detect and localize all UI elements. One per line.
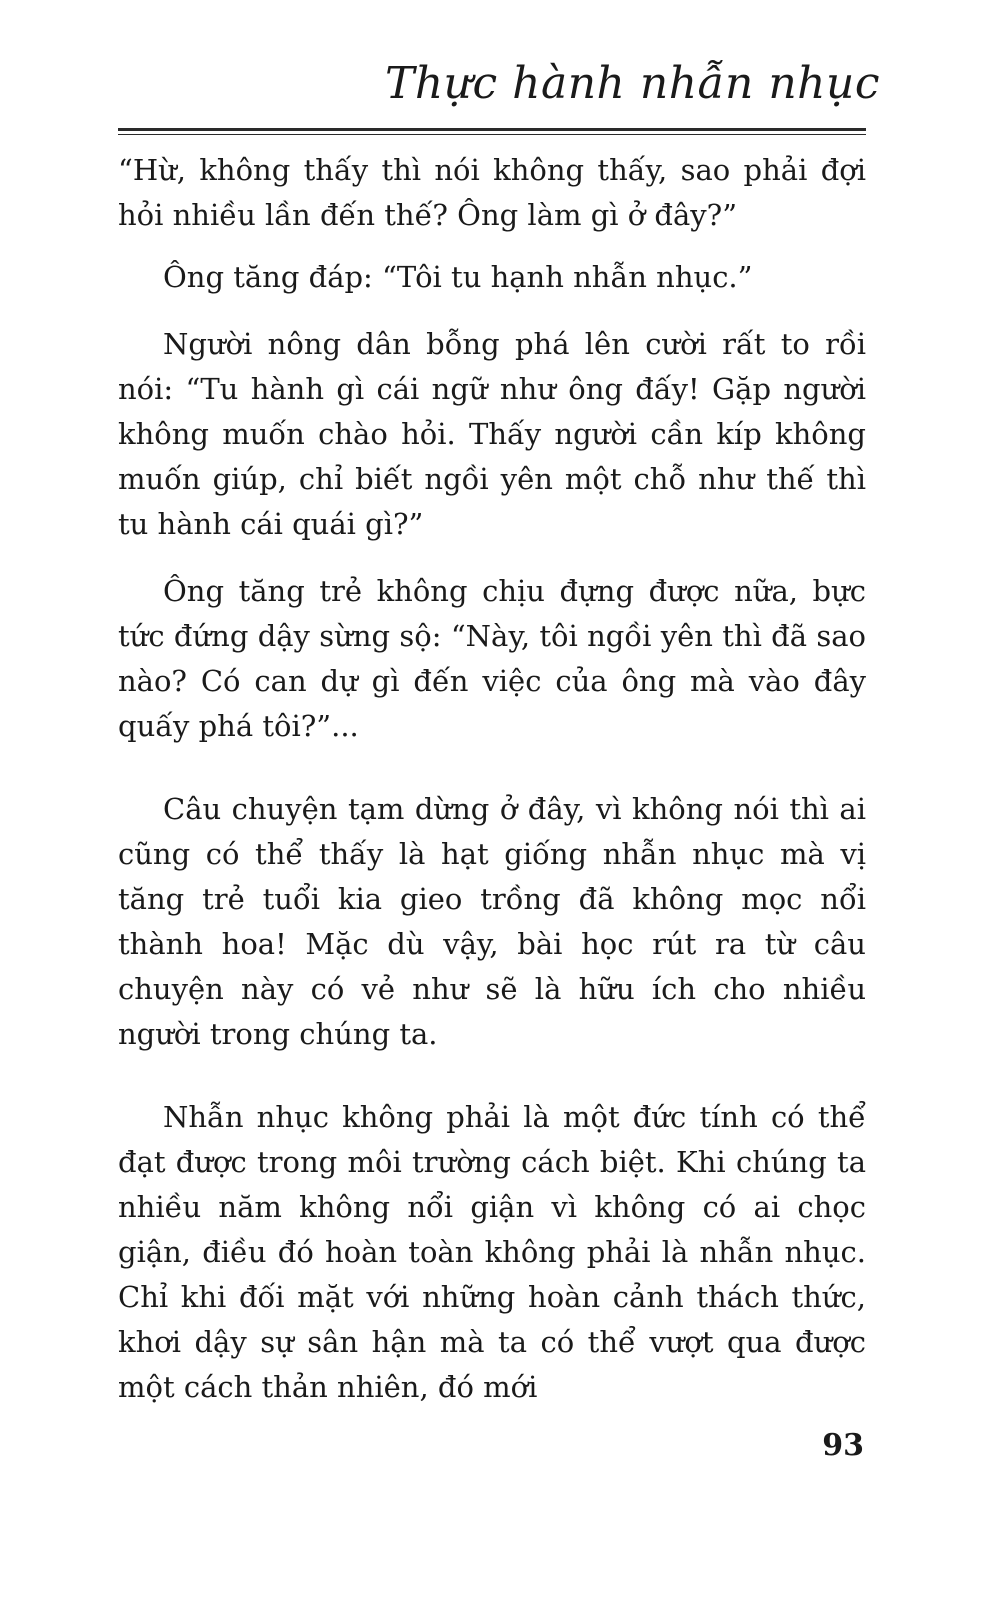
body-text bbox=[118, 148, 866, 1410]
paragraph-1: “Hừ, không thấy thì nói không thấy, sao phải đợi hỏi nhiều lần đến thế? Ông làm gì ở đây?” bbox=[118, 153, 866, 232]
running-header-title: Thực hành nhẫn nhục bbox=[384, 58, 880, 109]
paragraph-5: Câu chuyện tạm dừng ở đây, vì không nói thì ai cũng có thể thấy là hạt giống nhẫn nhục mà vị tăng trẻ tuổi kia gieo trồng đã không mọc nổi thành hoa! Mặc dù vậy, bài học rút ra từ câu chuyện này có vẻ như sẽ là hữu ích cho nhiều người trong chúng ta. bbox=[118, 792, 866, 1051]
paragraph-6: Nhẫn nhục không phải là một đức tính có thể đạt được trong môi trường cách biệt. Khi chúng ta nhiều năm không nổi giận vì không có ai chọc giận, điều đó hoàn toàn không phải là nhẫn nhục. Chỉ khi đối mặt với những hoàn cảnh thách thức, khơi dậy sự sân hận mà ta có thể vượt qua được một cách thản nhiên, đó mới bbox=[118, 1100, 866, 1404]
header-divider bbox=[118, 128, 866, 135]
paragraph-3: Người nông dân bỗng phá lên cười rất to rồi nói: “Tu hành gì cái ngữ như ông đấy! Gặp người không muốn chào hỏi. Thấy người cần kíp không muốn giúp, chỉ biết ngồi yên một chỗ như thế thì tu hành cái quái gì?” bbox=[118, 327, 866, 541]
paragraph-4: Ông tăng trẻ không chịu đựng được nữa, bực tức đứng dậy sừng sộ: “Này, tôi ngồi yên thì đã sao nào? Có can dự gì đến việc của ông mà vào đây quấy phá tôi?”... bbox=[118, 574, 866, 743]
page-number: 93 bbox=[822, 1428, 864, 1463]
paragraph-2: Ông tăng đáp: “Tôi tu hạnh nhẫn nhục.” bbox=[163, 260, 753, 294]
